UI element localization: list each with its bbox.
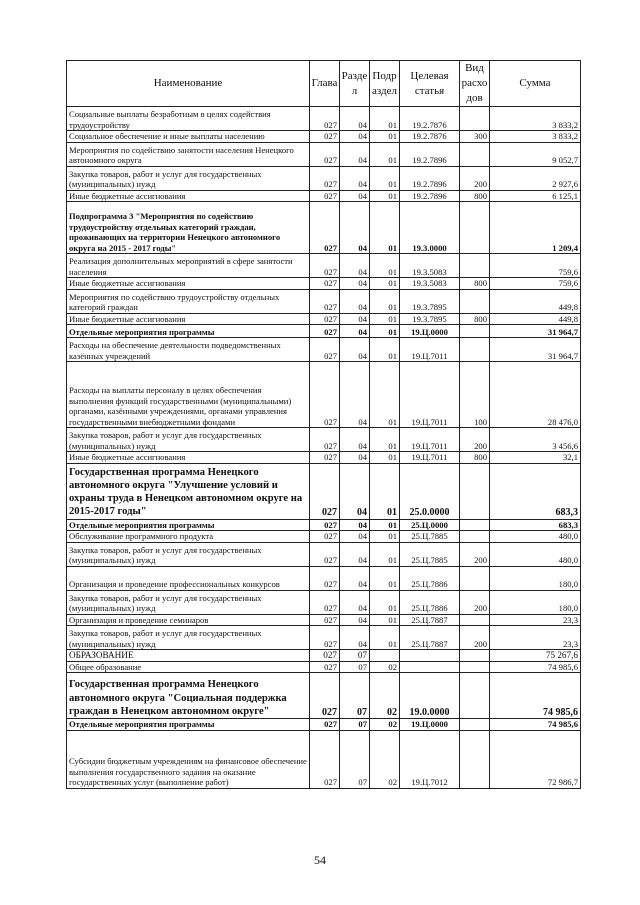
row-name: Субсидии бюджетным учреждениям на финансовое обеспечение выполнения государственного задания на оказание государственных услуг (выполнение работ) bbox=[67, 730, 310, 788]
row-name: Иные бюджетные ассигнования bbox=[67, 313, 310, 325]
row-glava: 027 bbox=[310, 142, 340, 166]
row-name: Мероприятия по содействию трудоустройству отдельных категорий граждан bbox=[67, 289, 310, 313]
row-vid-raskhodov: 200 bbox=[460, 166, 490, 190]
row-razdel: 04 bbox=[340, 590, 370, 614]
row-razdel: 04 bbox=[340, 614, 370, 626]
row-razdel: 04 bbox=[340, 428, 370, 452]
row-celevaya-statya: 25.Ц.7885 bbox=[400, 542, 460, 566]
row-summa: 759,6 bbox=[490, 278, 581, 290]
row-podrazdel: 01 bbox=[370, 542, 400, 566]
row-summa: 449,8 bbox=[490, 313, 581, 325]
row-razdel: 04 bbox=[340, 542, 370, 566]
header-name: Наименование bbox=[67, 61, 310, 107]
row-summa: 6 125,1 bbox=[490, 190, 581, 202]
row-summa: 9 052,7 bbox=[490, 142, 581, 166]
row-vid-raskhodov bbox=[460, 730, 490, 788]
row-podrazdel: 01 bbox=[370, 531, 400, 543]
row-glava: 027 bbox=[310, 278, 340, 290]
table-body bbox=[67, 107, 581, 789]
row-podrazdel: 02 bbox=[370, 719, 400, 731]
row-razdel: 04 bbox=[340, 626, 370, 650]
row-name: Иные бюджетные ассигнования bbox=[67, 452, 310, 464]
row-podrazdel: 01 bbox=[370, 362, 400, 428]
table-row bbox=[67, 362, 581, 428]
row-vid-raskhodov: 800 bbox=[460, 313, 490, 325]
row-glava: 027 bbox=[310, 202, 340, 254]
row-razdel: 07 bbox=[340, 661, 370, 673]
row-glava: 027 bbox=[310, 673, 340, 719]
row-vid-raskhodov bbox=[460, 650, 490, 662]
table-row bbox=[67, 338, 581, 362]
row-name: Социальные выплаты безработным в целях содействия трудоустройству bbox=[67, 107, 310, 131]
row-podrazdel: 01 bbox=[370, 626, 400, 650]
row-razdel: 04 bbox=[340, 313, 370, 325]
row-glava: 027 bbox=[310, 719, 340, 731]
table-row bbox=[67, 278, 581, 290]
budget-table bbox=[66, 60, 581, 789]
row-vid-raskhodov bbox=[460, 107, 490, 131]
row-name: Закупка товаров, работ и услуг для государственных (муниципальных) нужд bbox=[67, 626, 310, 650]
table-row bbox=[67, 673, 581, 719]
header-vid-raskhodov: Вид расхо дов bbox=[460, 61, 490, 107]
row-podrazdel: 01 bbox=[370, 166, 400, 190]
row-summa: 72 986,7 bbox=[490, 730, 581, 788]
table-row bbox=[67, 661, 581, 673]
row-glava: 027 bbox=[310, 452, 340, 464]
row-summa: 75 267,6 bbox=[490, 650, 581, 662]
row-summa: 1 209,4 bbox=[490, 202, 581, 254]
table-row bbox=[67, 614, 581, 626]
row-razdel: 04 bbox=[340, 566, 370, 590]
header-glava: Глава bbox=[310, 61, 340, 107]
row-summa: 23,3 bbox=[490, 614, 581, 626]
row-vid-raskhodov: 200 bbox=[460, 626, 490, 650]
row-glava: 027 bbox=[310, 519, 340, 531]
row-podrazdel: 01 bbox=[370, 313, 400, 325]
row-summa: 683,3 bbox=[490, 463, 581, 519]
row-vid-raskhodov: 800 bbox=[460, 452, 490, 464]
row-summa: 31 964,7 bbox=[490, 338, 581, 362]
row-celevaya-statya: 19.2.7896 bbox=[400, 190, 460, 202]
row-name: Закупка товаров, работ и услуг для государственных (муниципальных) нужд bbox=[67, 428, 310, 452]
row-celevaya-statya: 19.0.0000 bbox=[400, 673, 460, 719]
row-razdel: 04 bbox=[340, 202, 370, 254]
row-podrazdel: 01 bbox=[370, 278, 400, 290]
row-glava: 027 bbox=[310, 730, 340, 788]
row-glava: 027 bbox=[310, 166, 340, 190]
row-name: Закупка товаров, работ и услуг для государственных (муниципальных) нужд bbox=[67, 590, 310, 614]
row-vid-raskhodov bbox=[460, 673, 490, 719]
row-summa: 759,6 bbox=[490, 254, 581, 278]
row-podrazdel: 01 bbox=[370, 254, 400, 278]
row-glava: 027 bbox=[310, 190, 340, 202]
row-vid-raskhodov bbox=[460, 254, 490, 278]
header-summa: Сумма bbox=[490, 61, 581, 107]
row-razdel: 04 bbox=[340, 362, 370, 428]
row-podrazdel: 01 bbox=[370, 325, 400, 338]
table-row bbox=[67, 719, 581, 731]
row-vid-raskhodov: 800 bbox=[460, 190, 490, 202]
row-podrazdel: 01 bbox=[370, 566, 400, 590]
header-podrazdel: Подр аздел bbox=[370, 61, 400, 107]
row-razdel: 04 bbox=[340, 519, 370, 531]
row-summa: 74 985,6 bbox=[490, 673, 581, 719]
row-razdel: 04 bbox=[340, 254, 370, 278]
row-name: Общее образование bbox=[67, 661, 310, 673]
table-row bbox=[67, 650, 581, 662]
table-row bbox=[67, 452, 581, 464]
row-vid-raskhodov bbox=[460, 463, 490, 519]
row-name: Организация и проведение профессиональных конкурсов bbox=[67, 566, 310, 590]
row-summa: 480,0 bbox=[490, 542, 581, 566]
row-name: Государственная программа Ненецкого автономного округа "Улучшение условий и охраны труда в Ненецком автономном округе на 2015-2017 годы" bbox=[67, 463, 310, 519]
row-vid-raskhodov: 100 bbox=[460, 362, 490, 428]
row-razdel: 04 bbox=[340, 166, 370, 190]
row-name: Расходы на выплаты персоналу в целях обеспечения выполнения функций государственными (муниципальными) органами, казёнными учреждениями, органами управления государственными внебюджетными фондами bbox=[67, 362, 310, 428]
row-glava: 027 bbox=[310, 626, 340, 650]
table-row bbox=[67, 590, 581, 614]
row-glava: 027 bbox=[310, 131, 340, 143]
row-celevaya-statya: 25.Ц.7885 bbox=[400, 531, 460, 543]
row-vid-raskhodov bbox=[460, 289, 490, 313]
row-podrazdel: 01 bbox=[370, 202, 400, 254]
row-podrazdel: 01 bbox=[370, 289, 400, 313]
table-row bbox=[67, 325, 581, 338]
row-summa: 2 927,6 bbox=[490, 166, 581, 190]
row-celevaya-statya: 25.Ц.7887 bbox=[400, 614, 460, 626]
page-number: 54 bbox=[314, 853, 326, 867]
row-summa: 74 985,6 bbox=[490, 719, 581, 731]
row-vid-raskhodov bbox=[460, 202, 490, 254]
row-glava: 027 bbox=[310, 614, 340, 626]
row-celevaya-statya: 19.3.0000 bbox=[400, 202, 460, 254]
row-glava: 027 bbox=[310, 590, 340, 614]
table-row bbox=[67, 566, 581, 590]
row-glava: 027 bbox=[310, 428, 340, 452]
row-podrazdel: 01 bbox=[370, 452, 400, 464]
row-razdel: 04 bbox=[340, 531, 370, 543]
row-summa: 74 985,6 bbox=[490, 661, 581, 673]
table-row bbox=[67, 730, 581, 788]
row-razdel: 04 bbox=[340, 463, 370, 519]
row-vid-raskhodov bbox=[460, 325, 490, 338]
row-name: Социальное обеспечение и иные выплаты населению bbox=[67, 131, 310, 143]
row-name: Иные бюджетные ассигнования bbox=[67, 190, 310, 202]
row-celevaya-statya: 19.3.7895 bbox=[400, 313, 460, 325]
row-celevaya-statya: 19.2.7896 bbox=[400, 142, 460, 166]
row-celevaya-statya: 25.Ц.0000 bbox=[400, 519, 460, 531]
row-celevaya-statya: 25.0.0000 bbox=[400, 463, 460, 519]
table-row bbox=[67, 519, 581, 531]
row-name: Подпрограмма 3 "Мероприятия по содействию трудоустройству отдельных категорий граждан, проживающих на территории Ненецкого автономного округа на 2015 - 2017 годы" bbox=[67, 202, 310, 254]
row-celevaya-statya: 19.Ц.7011 bbox=[400, 452, 460, 464]
row-vid-raskhodov bbox=[460, 338, 490, 362]
row-glava: 027 bbox=[310, 650, 340, 662]
row-name: Закупка товаров, работ и услуг для государственных (муниципальных) нужд bbox=[67, 166, 310, 190]
row-vid-raskhodov: 200 bbox=[460, 542, 490, 566]
table-row bbox=[67, 463, 581, 519]
row-vid-raskhodov bbox=[460, 614, 490, 626]
row-vid-raskhodov bbox=[460, 531, 490, 543]
row-podrazdel: 02 bbox=[370, 673, 400, 719]
row-summa: 3 456,6 bbox=[490, 428, 581, 452]
table-row bbox=[67, 166, 581, 190]
row-vid-raskhodov: 200 bbox=[460, 590, 490, 614]
row-name: Расходы на обеспечение деятельности подведомственных казённых учреждений bbox=[67, 338, 310, 362]
row-glava: 027 bbox=[310, 338, 340, 362]
row-summa: 480,0 bbox=[490, 531, 581, 543]
row-celevaya-statya: 19.2.7876 bbox=[400, 107, 460, 131]
row-glava: 027 bbox=[310, 313, 340, 325]
row-podrazdel bbox=[370, 650, 400, 662]
row-celevaya-statya bbox=[400, 661, 460, 673]
table-row bbox=[67, 313, 581, 325]
row-celevaya-statya bbox=[400, 650, 460, 662]
row-podrazdel: 02 bbox=[370, 661, 400, 673]
row-vid-raskhodov bbox=[460, 566, 490, 590]
row-vid-raskhodov bbox=[460, 142, 490, 166]
table-header-row bbox=[67, 61, 581, 107]
row-glava: 027 bbox=[310, 289, 340, 313]
row-summa: 32,1 bbox=[490, 452, 581, 464]
header-celevaya-statya: Целевая статья bbox=[400, 61, 460, 107]
row-razdel: 04 bbox=[340, 289, 370, 313]
row-razdel: 07 bbox=[340, 719, 370, 731]
row-razdel: 04 bbox=[340, 190, 370, 202]
row-celevaya-statya: 25.Ц.7886 bbox=[400, 566, 460, 590]
row-glava: 027 bbox=[310, 254, 340, 278]
row-podrazdel: 01 bbox=[370, 338, 400, 362]
row-razdel: 07 bbox=[340, 673, 370, 719]
row-summa: 180,0 bbox=[490, 566, 581, 590]
row-podrazdel: 01 bbox=[370, 590, 400, 614]
row-glava: 027 bbox=[310, 325, 340, 338]
row-name: Иные бюджетные ассигнования bbox=[67, 278, 310, 290]
row-vid-raskhodov: 800 bbox=[460, 278, 490, 290]
row-name: Закупка товаров, работ и услуг для государственных (муниципальных) нужд bbox=[67, 542, 310, 566]
table-row bbox=[67, 542, 581, 566]
table-row bbox=[67, 626, 581, 650]
table-row bbox=[67, 107, 581, 131]
row-podrazdel: 01 bbox=[370, 463, 400, 519]
row-razdel: 04 bbox=[340, 107, 370, 131]
row-celevaya-statya: 19.3.5083 bbox=[400, 254, 460, 278]
row-glava: 027 bbox=[310, 362, 340, 428]
row-razdel: 04 bbox=[340, 131, 370, 143]
row-celevaya-statya: 19.Ц.7011 bbox=[400, 428, 460, 452]
row-vid-raskhodov: 300 bbox=[460, 131, 490, 143]
row-razdel: 04 bbox=[340, 325, 370, 338]
row-glava: 027 bbox=[310, 463, 340, 519]
row-celevaya-statya: 25.Ц.7887 bbox=[400, 626, 460, 650]
row-celevaya-statya: 19.3.5083 bbox=[400, 278, 460, 290]
table-row bbox=[67, 531, 581, 543]
row-summa: 31 964,7 bbox=[490, 325, 581, 338]
row-podrazdel: 01 bbox=[370, 107, 400, 131]
row-name: Организация и проведение семинаров bbox=[67, 614, 310, 626]
row-podrazdel: 01 bbox=[370, 428, 400, 452]
row-razdel: 07 bbox=[340, 650, 370, 662]
row-podrazdel: 02 bbox=[370, 730, 400, 788]
row-glava: 027 bbox=[310, 107, 340, 131]
row-podrazdel: 01 bbox=[370, 131, 400, 143]
row-name: Обслуживание программного продукта bbox=[67, 531, 310, 543]
row-celevaya-statya: 19.Ц.7011 bbox=[400, 338, 460, 362]
row-celevaya-statya: 19.Ц.7011 bbox=[400, 362, 460, 428]
row-glava: 027 bbox=[310, 531, 340, 543]
row-summa: 449,8 bbox=[490, 289, 581, 313]
table-row bbox=[67, 202, 581, 254]
table-row bbox=[67, 289, 581, 313]
row-razdel: 07 bbox=[340, 730, 370, 788]
row-vid-raskhodov bbox=[460, 719, 490, 731]
header-razdel: Разде л bbox=[340, 61, 370, 107]
row-glava: 027 bbox=[310, 542, 340, 566]
row-celevaya-statya: 19.3.7895 bbox=[400, 289, 460, 313]
document-page bbox=[66, 60, 580, 789]
row-name: Отдельные мероприятия программы bbox=[67, 519, 310, 531]
row-summa: 180,0 bbox=[490, 590, 581, 614]
row-celevaya-statya: 19.Ц.7012 bbox=[400, 730, 460, 788]
row-vid-raskhodov bbox=[460, 661, 490, 673]
row-summa: 683,3 bbox=[490, 519, 581, 531]
table-row bbox=[67, 254, 581, 278]
table-row bbox=[67, 190, 581, 202]
row-name: Отдельные мероприятия программы bbox=[67, 719, 310, 731]
row-name: Мероприятия по содействию занятости населения Ненецкого автономного округа bbox=[67, 142, 310, 166]
row-vid-raskhodov bbox=[460, 519, 490, 531]
row-podrazdel: 01 bbox=[370, 142, 400, 166]
row-razdel: 04 bbox=[340, 452, 370, 464]
row-celevaya-statya: 19.2.7896 bbox=[400, 166, 460, 190]
row-glava: 027 bbox=[310, 566, 340, 590]
row-name: Отдельные мероприятия программы bbox=[67, 325, 310, 338]
row-summa: 28 476,0 bbox=[490, 362, 581, 428]
row-razdel: 04 bbox=[340, 338, 370, 362]
row-razdel: 04 bbox=[340, 278, 370, 290]
row-razdel: 04 bbox=[340, 142, 370, 166]
row-summa: 23,3 bbox=[490, 626, 581, 650]
row-name: ОБРАЗОВАНИЕ bbox=[67, 650, 310, 662]
row-podrazdel: 01 bbox=[370, 614, 400, 626]
row-summa: 3 833,2 bbox=[490, 131, 581, 143]
row-vid-raskhodov: 200 bbox=[460, 428, 490, 452]
row-summa: 3 833,2 bbox=[490, 107, 581, 131]
row-celevaya-statya: 19.2.7876 bbox=[400, 131, 460, 143]
table-row bbox=[67, 142, 581, 166]
table-row bbox=[67, 428, 581, 452]
row-celevaya-statya: 19.Ц.0000 bbox=[400, 325, 460, 338]
row-name: Реализация дополнительных мероприятий в сфере занятости населения bbox=[67, 254, 310, 278]
table-row bbox=[67, 131, 581, 143]
row-celevaya-statya: 19.Ц.0000 bbox=[400, 719, 460, 731]
row-name: Государственная программа Ненецкого автономного округа "Социальная поддержка граждан в Ненецком автономном округе" bbox=[67, 673, 310, 719]
row-celevaya-statya: 25.Ц.7886 bbox=[400, 590, 460, 614]
row-podrazdel: 01 bbox=[370, 190, 400, 202]
row-glava: 027 bbox=[310, 661, 340, 673]
row-podrazdel: 01 bbox=[370, 519, 400, 531]
